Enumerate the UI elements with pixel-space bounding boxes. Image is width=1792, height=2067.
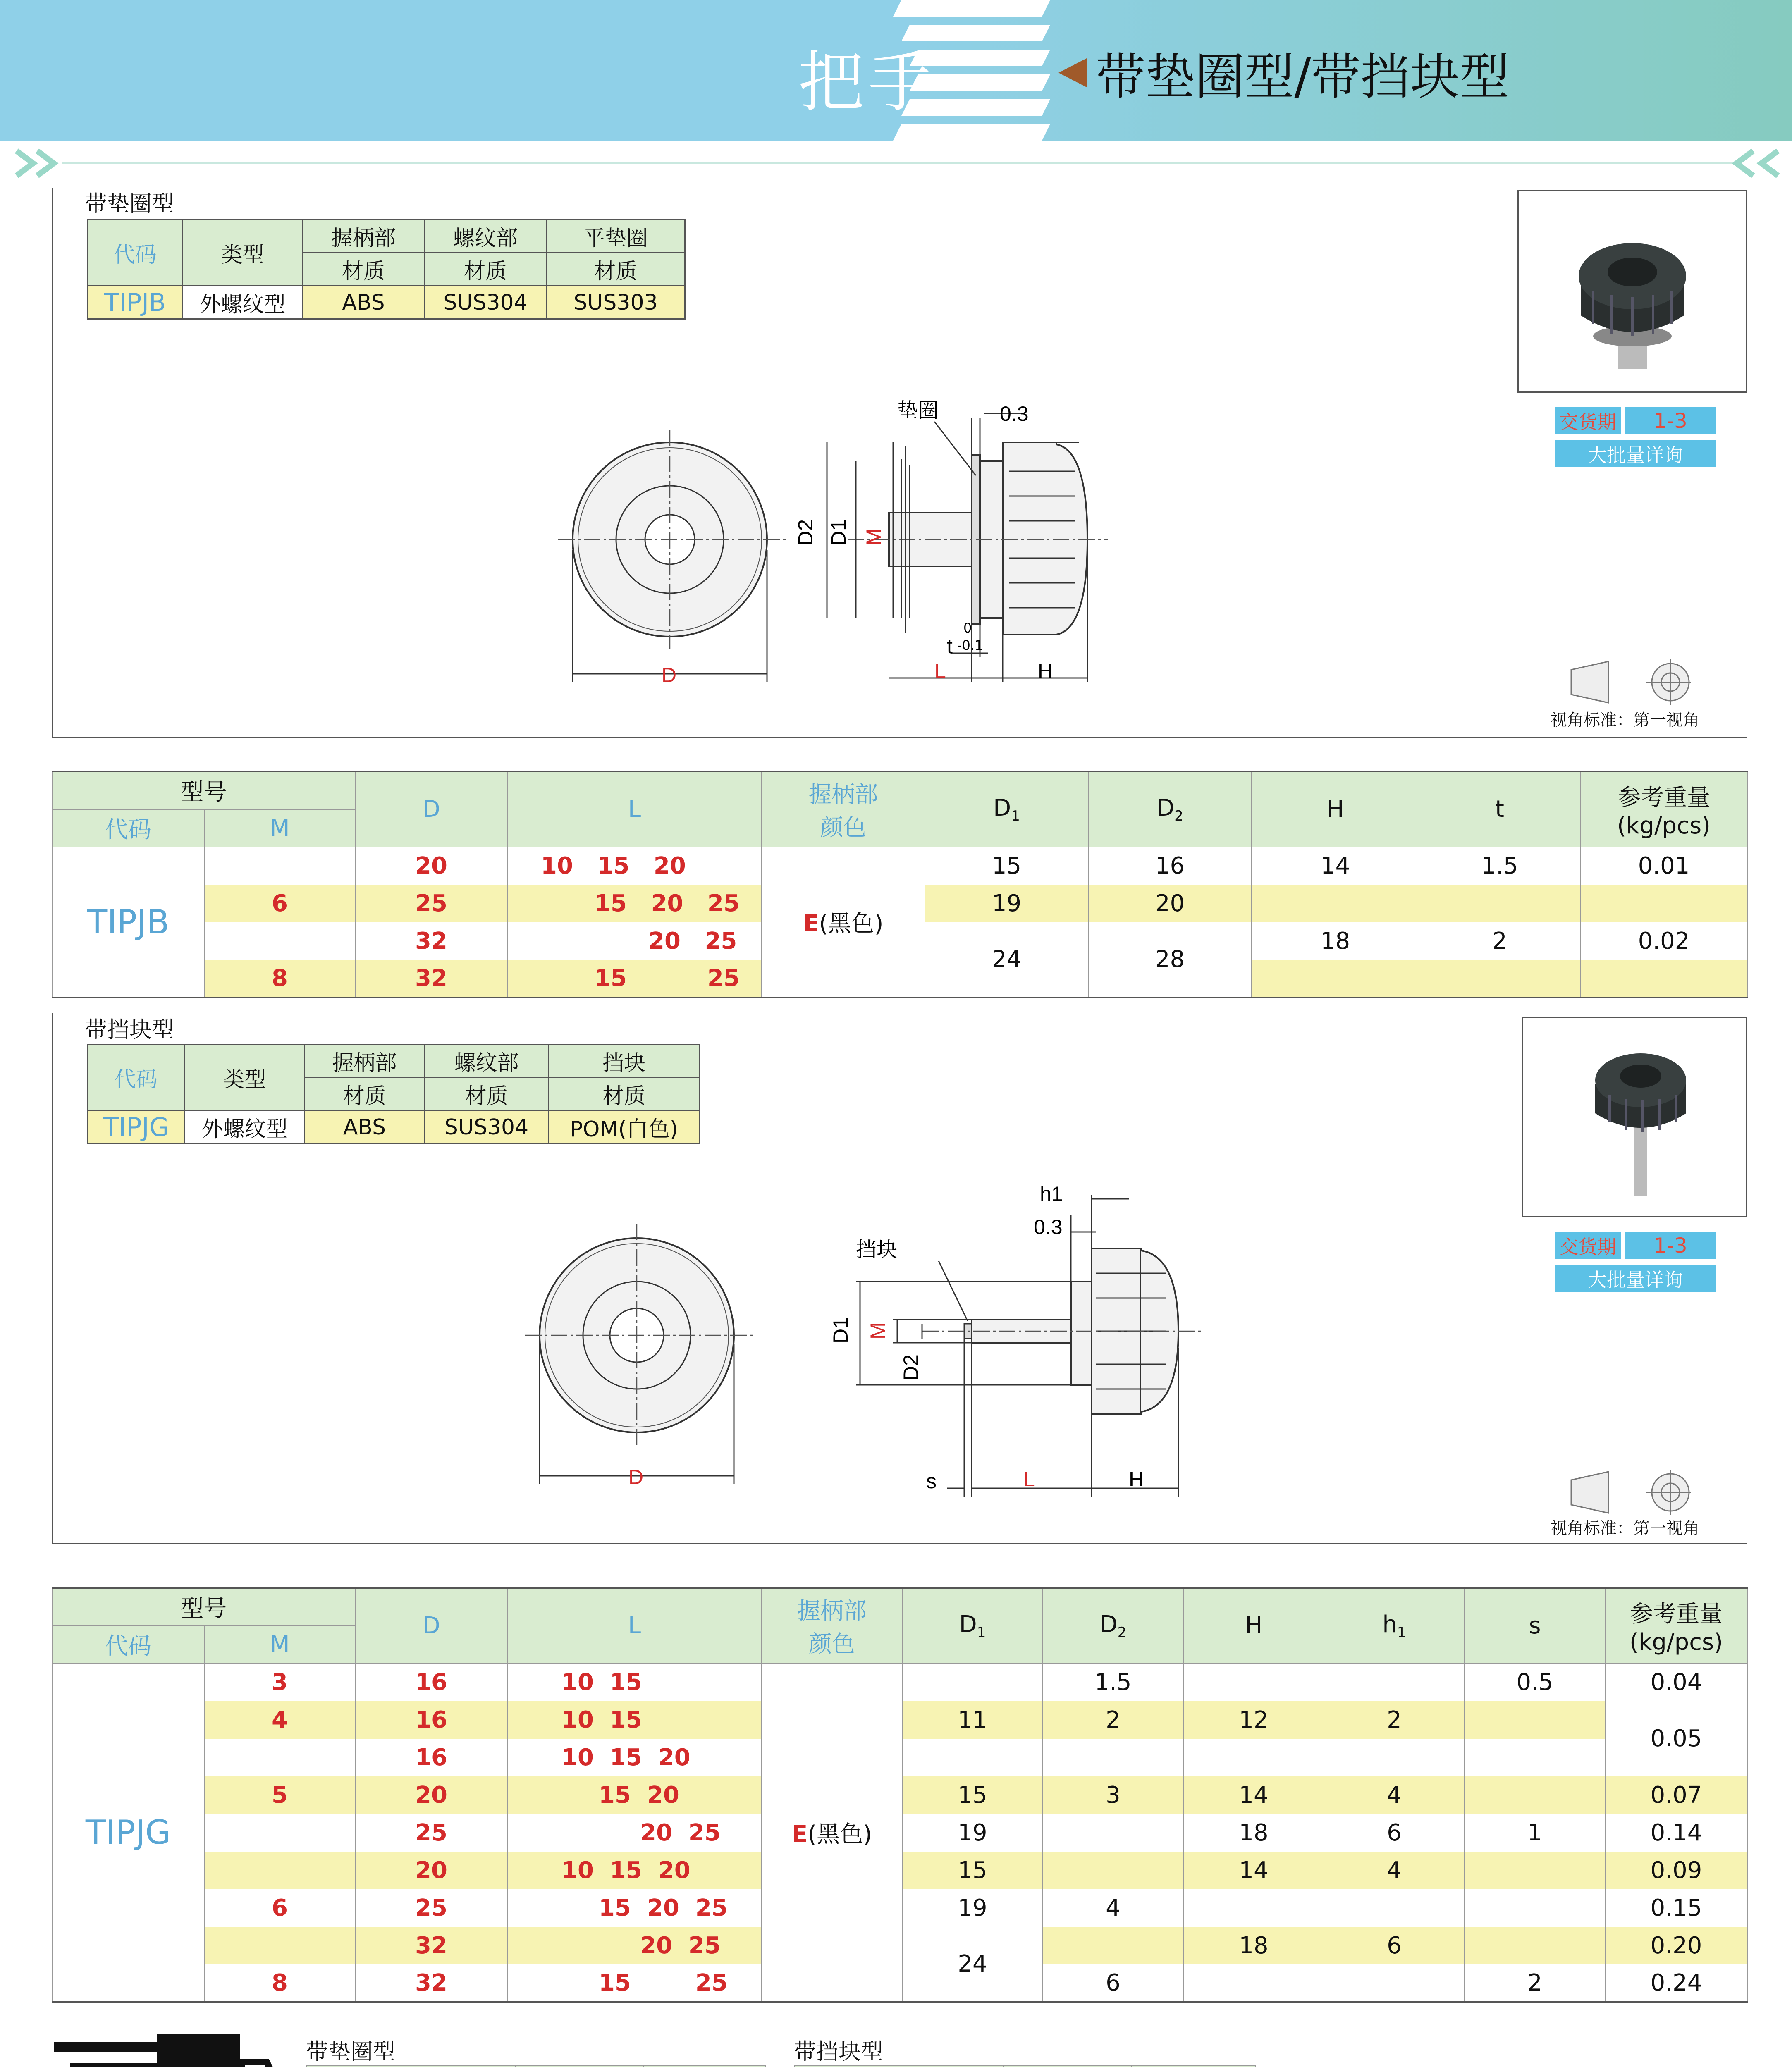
mat-washer: SUS303 <box>547 286 685 319</box>
header-arrow-icon <box>1058 58 1087 88</box>
table-cell <box>1465 1776 1605 1814</box>
table-cell <box>204 922 355 960</box>
table-cell: 20 25 <box>507 922 762 960</box>
drawing-washer-type <box>538 393 1282 703</box>
table-cell: 0.05 <box>1605 1701 1747 1776</box>
table-cell <box>902 1664 1043 1701</box>
table-cell: 15 20 25 <box>507 1889 762 1927</box>
table-cell <box>1324 1664 1465 1701</box>
table-cell <box>1465 1927 1605 1964</box>
ord-b-D <box>937 2065 1003 2067</box>
table-cell: 24 <box>925 922 1088 998</box>
table-cell: 20 <box>355 847 507 885</box>
th-t: t <box>1419 772 1580 847</box>
table-cell: 32 <box>355 960 507 998</box>
th-model: 型号 <box>52 772 355 809</box>
th2-color: 握柄部 颜色 <box>762 1588 902 1664</box>
table-row <box>52 847 1747 885</box>
table-cell: 18 <box>1252 922 1419 960</box>
view-standard-2: 视角标准：第一视角 <box>1551 1519 1699 1538</box>
delivery-value-2: 1-3 <box>1625 1232 1716 1259</box>
table-cell: 20 25 <box>507 1927 762 1964</box>
table-cell <box>1043 1814 1183 1852</box>
table-cell: 25 <box>355 885 507 922</box>
th-code: 代码 <box>52 809 204 847</box>
code-cell-2: TIPJG <box>52 1664 204 2002</box>
table-cell: 0.09 <box>1605 1852 1747 1889</box>
mat2-code: TIPJG <box>88 1111 185 1144</box>
table-cell <box>1580 885 1747 922</box>
th2-D1: $D_1$ <box>902 1588 1043 1664</box>
dim-D-1: D <box>662 664 677 687</box>
ord-a-L <box>515 2065 643 2067</box>
truck-icon <box>54 2034 285 2067</box>
projection-symbol-1 <box>1567 657 1691 707</box>
table-cell <box>1252 885 1419 922</box>
delivery-label-1: 交货期 <box>1555 407 1621 434</box>
table-cell <box>204 1852 355 1889</box>
ord-a-color <box>643 2065 765 2067</box>
dim-H-1: H <box>1038 659 1053 683</box>
table-cell <box>204 1814 355 1852</box>
table-cell: 3 <box>1043 1776 1183 1814</box>
table-cell: 10 15 20 <box>507 1739 762 1776</box>
table-cell <box>1183 1739 1324 1776</box>
th-D1: $D_1$ <box>925 772 1088 847</box>
table-cell: 19 <box>902 1889 1043 1927</box>
table-cell: 6 <box>204 1889 355 1927</box>
material-table-2 <box>87 1044 700 1144</box>
table-cell <box>1252 960 1419 998</box>
order-b-title: 带挡块型 <box>794 2038 883 2065</box>
dim-D2-1: D2 <box>794 519 817 546</box>
th-L: L <box>507 772 762 847</box>
table-cell: 32 <box>355 1927 507 1964</box>
th2-H: H <box>1183 1588 1324 1664</box>
table-cell <box>1419 885 1580 922</box>
mat2-thread-head: 螺纹部 <box>425 1045 549 1078</box>
mat2-material-3: 材质 <box>549 1078 700 1111</box>
dim-H-2: H <box>1129 1468 1144 1491</box>
table-cell: 20 <box>355 1776 507 1814</box>
th2-weight: 参考重量 (kg/pcs) <box>1605 1588 1747 1664</box>
dim-washer-label: 0.3 <box>1000 402 1029 425</box>
table-cell <box>204 1927 355 1964</box>
delivery-value-1: 1-3 <box>1625 407 1716 434</box>
table-cell <box>1043 1927 1183 1964</box>
mat2-type-head: 类型 <box>185 1045 305 1111</box>
washer-callout: 垫圈 <box>897 399 939 422</box>
table-cell: 0.01 <box>1580 847 1747 885</box>
mat-thread-head: 螺纹部 <box>425 220 547 253</box>
mat2-thread: SUS304 <box>425 1111 549 1144</box>
front-view-2 <box>525 1224 753 1489</box>
dim-D1-1: D1 <box>827 519 850 546</box>
table-cell: 10 15 <box>507 1664 762 1701</box>
th-D: D <box>355 772 507 847</box>
table-cell: 4 <box>1324 1852 1465 1889</box>
th2-M: M <box>204 1626 355 1664</box>
table-cell <box>1580 960 1747 998</box>
table-cell: 20 <box>355 1852 507 1889</box>
spec-table-2 <box>52 1587 1748 2003</box>
mat-material-3: 材质 <box>547 253 685 286</box>
th2-s: s <box>1465 1588 1605 1664</box>
table-cell: 32 <box>355 922 507 960</box>
table-cell <box>1183 1964 1324 2002</box>
table-cell: 0.02 <box>1580 922 1747 960</box>
table-cell: 1.5 <box>1419 847 1580 885</box>
dim-h1-2: h1 <box>1040 1182 1063 1205</box>
tol-top-1: 0 <box>963 620 972 636</box>
color-cell-2: E(黑色) <box>762 1664 902 2002</box>
mat-washer-head: 平垫圈 <box>547 220 685 253</box>
left-chevron-icon <box>12 147 62 180</box>
order-b-table <box>794 2065 1256 2067</box>
table-cell: 28 <box>1088 922 1252 998</box>
dim-03-2: 0.3 <box>1034 1215 1063 1239</box>
table-cell: 0.07 <box>1605 1776 1747 1814</box>
table-cell: 6 <box>1324 1814 1465 1852</box>
th2-model: 型号 <box>52 1588 355 1626</box>
table-cell: 16 <box>1088 847 1252 885</box>
table-cell: 15 <box>902 1776 1043 1814</box>
header-title: 把手 <box>798 43 939 121</box>
mat-grip-head: 握柄部 <box>303 220 425 253</box>
table-cell <box>1465 1889 1605 1927</box>
mat-material-1: 材质 <box>303 253 425 286</box>
section1-title: 带垫圈型 <box>85 191 174 217</box>
table-cell: 1 <box>1465 1814 1605 1852</box>
th-D2: $D_2$ <box>1088 772 1252 847</box>
table-cell: 25 <box>355 1814 507 1852</box>
table-cell: 15 <box>925 847 1088 885</box>
table-cell: 15 20 <box>507 1776 762 1814</box>
order-a-title: 带垫圈型 <box>306 2038 395 2065</box>
table-cell: 6 <box>1043 1964 1183 2002</box>
table-cell: 18 <box>1183 1927 1324 1964</box>
knob-stop-image <box>1523 1018 1746 1216</box>
table-cell: 19 <box>902 1814 1043 1852</box>
table-cell <box>204 847 355 885</box>
table-cell: 10 15 20 <box>507 847 762 885</box>
stop-callout: 挡块 <box>856 1238 897 1261</box>
table-cell: 10 15 <box>507 1701 762 1739</box>
table-cell: 16 <box>355 1664 507 1701</box>
product-photo-2 <box>1522 1017 1747 1217</box>
table-cell: 4 <box>204 1701 355 1739</box>
bulk-inquiry-2: 大批量详询 <box>1555 1265 1716 1292</box>
table-cell: 14 <box>1183 1852 1324 1889</box>
table-cell: 18 <box>1183 1814 1324 1852</box>
mat-material-2: 材质 <box>425 253 547 286</box>
mat2-code-head: 代码 <box>88 1045 185 1111</box>
th-M: M <box>204 809 355 847</box>
table-cell: 0.14 <box>1605 1814 1747 1852</box>
table-cell: 15 25 <box>507 960 762 998</box>
table-cell: 15 25 <box>507 1964 762 2002</box>
table-cell: 2 <box>1465 1964 1605 2002</box>
dim-M-2: M <box>866 1322 889 1339</box>
side-view-1 <box>794 399 1108 683</box>
table-cell: 10 15 20 <box>507 1852 762 1889</box>
table-cell: 25 <box>355 1889 507 1927</box>
view-standard-1: 视角标准：第一视角 <box>1551 711 1699 730</box>
side-view-2 <box>829 1182 1203 1497</box>
drawing-stop-type <box>517 1174 1282 1501</box>
product-photo-1 <box>1517 190 1747 393</box>
th2-D: D <box>355 1588 507 1664</box>
mat-grip: ABS <box>303 286 425 319</box>
table-cell: 4 <box>1043 1889 1183 1927</box>
mat-code: TIPJB <box>88 286 183 319</box>
table-cell: 0.20 <box>1605 1927 1747 1964</box>
table-cell: 15 20 25 <box>507 885 762 922</box>
dim-D-2: D <box>628 1466 644 1489</box>
table-cell <box>1465 1852 1605 1889</box>
th2-L: L <box>507 1588 762 1664</box>
table-cell <box>1043 1852 1183 1889</box>
ord-b-model <box>794 2065 937 2067</box>
material-table-1 <box>87 219 686 320</box>
table-cell: 2 <box>1419 922 1580 960</box>
table-cell: 2 <box>1324 1701 1465 1739</box>
table-cell: 24 <box>902 1927 1043 2002</box>
table-cell: 0.24 <box>1605 1964 1747 2002</box>
knob-washer-image <box>1519 191 1746 391</box>
table-cell: 5 <box>204 1776 355 1814</box>
table-cell: 11 <box>902 1701 1043 1739</box>
table-cell <box>1465 1739 1605 1776</box>
section2-title: 带挡块型 <box>85 1017 174 1043</box>
table-cell: 8 <box>204 960 355 998</box>
th-H: H <box>1252 772 1419 847</box>
ord-a-model <box>306 2065 449 2067</box>
table-cell <box>1324 1964 1465 2002</box>
color-cell: E(黑色) <box>762 847 925 998</box>
table-cell: 15 <box>902 1852 1043 1889</box>
mat2-stop: POM(白色) <box>549 1111 700 1144</box>
table-cell: 6 <box>1324 1927 1465 1964</box>
ord-a-D <box>449 2065 515 2067</box>
table-cell <box>1324 1739 1465 1776</box>
table-cell: 0.5 <box>1465 1664 1605 1701</box>
table-cell <box>1465 1701 1605 1739</box>
mat-code-head: 代码 <box>88 220 183 286</box>
bulk-inquiry-1: 大批量详询 <box>1555 440 1716 467</box>
right-chevron-icon <box>1732 147 1782 180</box>
delivery-label-2: 交货期 <box>1555 1232 1621 1259</box>
mat-type-head: 类型 <box>183 220 303 286</box>
table-cell: 32 <box>355 1964 507 2002</box>
table-cell <box>902 1739 1043 1776</box>
table-cell <box>1183 1889 1324 1927</box>
header-subtitle: 带垫圈型/带挡块型 <box>1096 48 1510 106</box>
th2-code: 代码 <box>52 1626 204 1664</box>
dim-D2-2: D2 <box>899 1354 922 1381</box>
dim-t-1: t <box>947 635 953 658</box>
front-view-1 <box>558 430 786 687</box>
dim-L-2: L <box>1023 1468 1035 1491</box>
table-cell: 20 <box>1088 885 1252 922</box>
th2-h1: $h_1$ <box>1324 1588 1465 1664</box>
table-cell: 14 <box>1183 1776 1324 1814</box>
dim-D1-2: D1 <box>829 1317 852 1344</box>
table-cell: 8 <box>204 1964 355 2002</box>
table-cell: 19 <box>925 885 1088 922</box>
spec-table-1 <box>52 771 1748 998</box>
mat2-grip-head: 握柄部 <box>305 1045 425 1078</box>
mat-type: 外螺纹型 <box>183 286 303 319</box>
th-color: 握柄部 颜色 <box>762 772 925 847</box>
table-row <box>52 1664 1747 1701</box>
tol-bot-1: -0.1 <box>957 637 983 653</box>
mat2-stop-head: 挡块 <box>549 1045 700 1078</box>
table-cell <box>1419 960 1580 998</box>
dim-L-1: L <box>934 659 946 683</box>
ord-b-color <box>1131 2065 1255 2067</box>
table-cell: 6 <box>204 885 355 922</box>
table-cell: 1.5 <box>1043 1664 1183 1701</box>
divider <box>62 162 1732 164</box>
table-cell: 0.04 <box>1605 1664 1747 1701</box>
mat2-type: 外螺纹型 <box>185 1111 305 1144</box>
table-cell: 14 <box>1252 847 1419 885</box>
table-cell: 20 25 <box>507 1814 762 1852</box>
table-cell: 2 <box>1043 1701 1183 1739</box>
mat2-material-2: 材质 <box>425 1078 549 1111</box>
dim-M-1: M <box>862 528 885 546</box>
mat2-material-1: 材质 <box>305 1078 425 1111</box>
mat-thread: SUS304 <box>425 286 547 319</box>
table-cell <box>1183 1664 1324 1701</box>
table-cell: 16 <box>355 1739 507 1776</box>
dim-s-2: s <box>926 1470 937 1493</box>
mat2-grip: ABS <box>305 1111 425 1144</box>
th-weight: 参考重量 (kg/pcs) <box>1580 772 1747 847</box>
table-cell: 4 <box>1324 1776 1465 1814</box>
table-cell <box>204 1739 355 1776</box>
table-cell: 0.15 <box>1605 1889 1747 1927</box>
projection-symbol-2 <box>1567 1468 1691 1517</box>
table-cell: 16 <box>355 1701 507 1739</box>
order-a-table <box>306 2065 766 2067</box>
ord-b-L <box>1003 2065 1131 2067</box>
table-cell <box>1043 1739 1183 1776</box>
table-cell: 3 <box>204 1664 355 1701</box>
table-cell <box>1324 1889 1465 1927</box>
code-cell: TIPJB <box>52 847 204 998</box>
th2-D2: $D_2$ <box>1043 1588 1183 1664</box>
table-cell: 12 <box>1183 1701 1324 1739</box>
